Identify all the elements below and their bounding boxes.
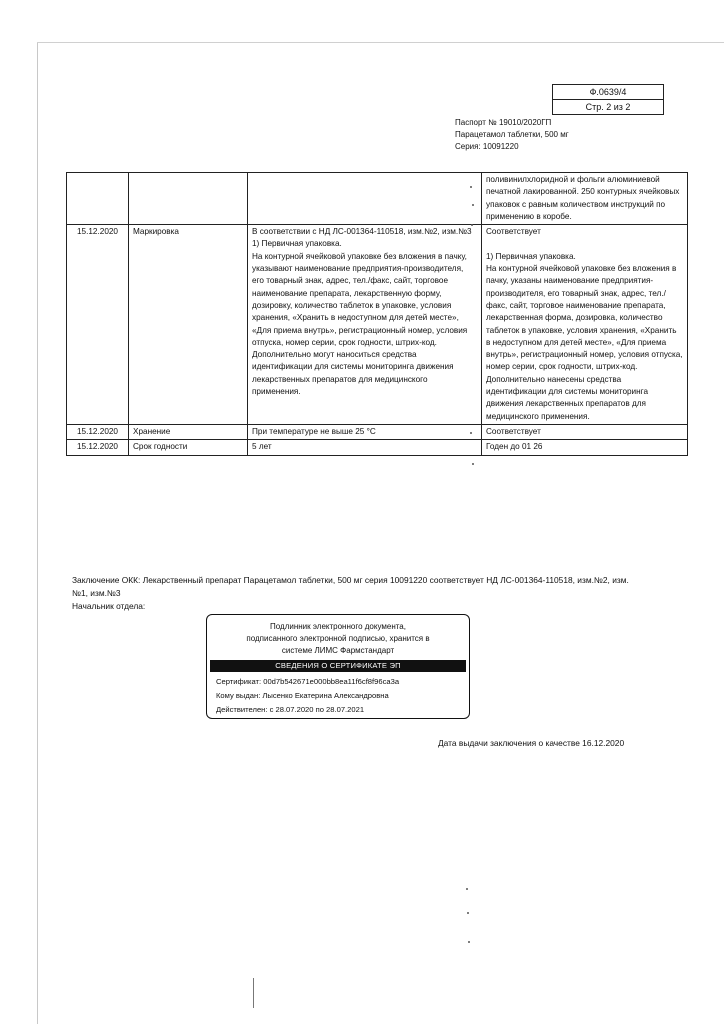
table-cell-norm: В соответствии с НД ЛС-001364-110518, изм.№2, изм.№3 1) Первичная упаковка. На контурной ячейковой упаковке без вложения в пачку, указывают наименование предприятия-производителя, его товарный знак, адрес, тел./факс, сайт, торговое наименование препарата, лекарственную форму, дозировку, количество таблеток в упаковке, условия хранения, «Хранить в недоступном для детей месте», «Для приема внутрь», регистрационный номер, условия отпуска, номер серии, срок годности, штрих-код. Дополнительно могут наноситься средства идентификации для системы мониторинга движения лекарственных препаратов для медицинского применения.	[248, 225, 482, 425]
table-cell-date: 15.12.2020	[67, 225, 129, 425]
signature-notice-line: подписанного электронной подписью, хранится в	[246, 634, 430, 643]
page-edge	[37, 42, 38, 1024]
scan-speck	[470, 186, 472, 188]
scan-speck	[470, 432, 472, 434]
certificate-number: Сертификат: 00d7b542671e000bb8ea11f6cf8f96ca3a	[216, 677, 400, 686]
table-row	[67, 225, 688, 425]
scan-speck	[467, 912, 469, 914]
signature-notice	[207, 621, 469, 657]
passport-number: Паспорт № 19010/2020ГП	[455, 118, 552, 127]
conclusion-text: Заключение ОКК: Лекарственный препарат Парацетамол таблетки, 500 мг серия 10091220 соответствует НД ЛС-001364-110518, изм.№2, изм.№1, изм.№3	[72, 575, 629, 598]
signature-notice-line: Подлинник электронного документа,	[270, 622, 406, 631]
certificate-details	[216, 675, 469, 717]
product-name: Парацетамол таблетки, 500 мг	[455, 130, 569, 139]
page-edge-top	[37, 42, 724, 43]
certificate-validity: Действителен: с 28.07.2020 по 28.07.2021	[216, 705, 365, 714]
table-row	[67, 440, 688, 455]
table-cell-name: Хранение	[129, 424, 248, 439]
table-cell-norm	[248, 173, 482, 225]
table-cell-norm: 5 лет	[248, 440, 482, 455]
form-code-box	[552, 84, 664, 115]
scan-speck	[472, 204, 474, 206]
table-cell-result: Соответствует	[482, 424, 688, 439]
electronic-signature-stamp	[206, 614, 470, 719]
table-cell-date	[67, 173, 129, 225]
table-cell-result: Соответствует 1) Первичная упаковка. На контурной ячейковой упаковке без вложения в пачку, указаны наименование предприятия-производителя, его товарный знак, адрес, тел./факс, сайт, торговое наименование препарата, лекарственная форма, дозировка, количество таблеток в упаковке, условия хранения, «Хранить в недоступном для детей месте», «Для приема внутрь», регистрационный номер, условия отпуска, номер серии, срок годности, штрих-код. Дополнительно нанесены средства идентификации для системы мониторинга движения лекарственных препаратов для медицинского применения.	[482, 225, 688, 425]
table-cell-result: поливинилхлоридной и фольги алюминиевой печатной лакированной. 250 контурных ячейковых упаковок с равным количеством инструкций по применению в коробе.	[482, 173, 688, 225]
page-number: Стр. 2 из 2	[553, 99, 663, 114]
scan-speck	[468, 941, 470, 943]
form-code: Ф.0639/4	[589, 87, 627, 97]
test-results-table	[66, 172, 688, 456]
scan-speck	[472, 463, 474, 465]
passport-header	[455, 117, 569, 153]
scan-mark	[253, 978, 254, 1008]
table-cell-name: Маркировка	[129, 225, 248, 425]
table-cell-result: Годен до 01 26	[482, 440, 688, 455]
department-head-label: Начальник отдела:	[72, 601, 146, 611]
series-number: Серия: 10091220	[455, 142, 519, 151]
table-cell-norm: При температуре не выше 25 °С	[248, 424, 482, 439]
table-cell-date: 15.12.2020	[67, 424, 129, 439]
table-row	[67, 424, 688, 439]
scan-speck	[466, 888, 468, 890]
certificate-owner: Кому выдан: Лысенко Екатерина Александровна	[216, 691, 389, 700]
certificate-info-bar: СВЕДЕНИЯ О СЕРТИФИКАТЕ ЭП	[210, 660, 466, 672]
table-cell-name	[129, 173, 248, 225]
signature-notice-line: системе ЛИМС Фармстандарт	[281, 646, 395, 655]
issue-date: Дата выдачи заключения о качестве 16.12.2020	[438, 738, 625, 748]
table-cell-date: 15.12.2020	[67, 440, 129, 455]
table-cell-name: Срок годности	[129, 440, 248, 455]
scan-speck	[471, 224, 473, 226]
table-row	[67, 173, 688, 225]
